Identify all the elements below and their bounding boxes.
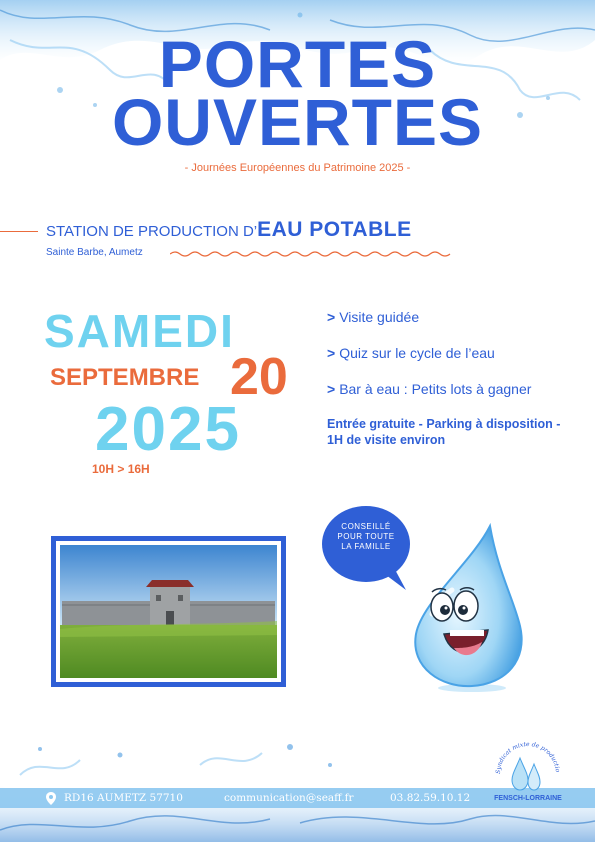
opening-hours: 10H > 16H [92,462,150,476]
location-pin-icon [46,792,56,805]
date-day: 20 [230,348,288,406]
feature-label: Visite guidée [339,309,420,325]
feature-item [327,309,587,345]
date-weekday: SAMEDI [44,305,235,357]
feature-item [327,345,587,381]
station-prefix: STATION DE PRODUCTION D’ [46,223,258,240]
arrow-icon: > [327,309,336,325]
date-year: 2025 [95,395,241,464]
bubble-line-2: POUR TOUTE [337,532,395,541]
water-drop-mascot [402,522,532,694]
orange-rule [0,231,38,232]
station-photo [51,536,286,687]
footer-address: RD16 AUMETZ 57710 [64,792,183,804]
logo-name: FENSCH-LORRAINE [494,795,562,802]
arrow-icon: > [327,381,336,397]
practical-info: Entrée gratuite - Parking à disposition - 1H de visite environ [327,417,561,447]
feature-item [327,381,587,417]
station-highlight: EAU POTABLE [257,218,412,241]
wavy-underline [170,250,455,258]
bubble-line-3: LA FAMILLE [341,542,391,551]
arrow-icon: > [327,345,336,361]
feature-label: Quiz sur le cycle de l’eau [339,345,495,361]
footer-email[interactable]: communication@seaff.fr [224,792,354,804]
logo-arc-text: Syndicat mixte de productio [494,740,561,775]
title-line-1: PORTES [158,27,437,101]
subtitle: - Journées Européennes du Patrimoine 2025 - [184,162,411,174]
station-location: Sainte Barbe, Aumetz [46,247,143,258]
feature-label: Bar à eau : Petits lots à gagner [339,381,532,397]
svg-text:Syndicat mixte de production d [490,734,561,774]
title-line-2: OUVERTES [111,85,484,159]
footer-phone[interactable]: 03.82.59.10.12 [390,792,471,804]
date-month: SEPTEMBRE [50,364,200,391]
bubble-line-1: CONSEILLÉ [341,522,391,531]
water-station-photo [60,545,277,678]
station-heading [46,218,412,242]
feature-list [327,309,587,417]
